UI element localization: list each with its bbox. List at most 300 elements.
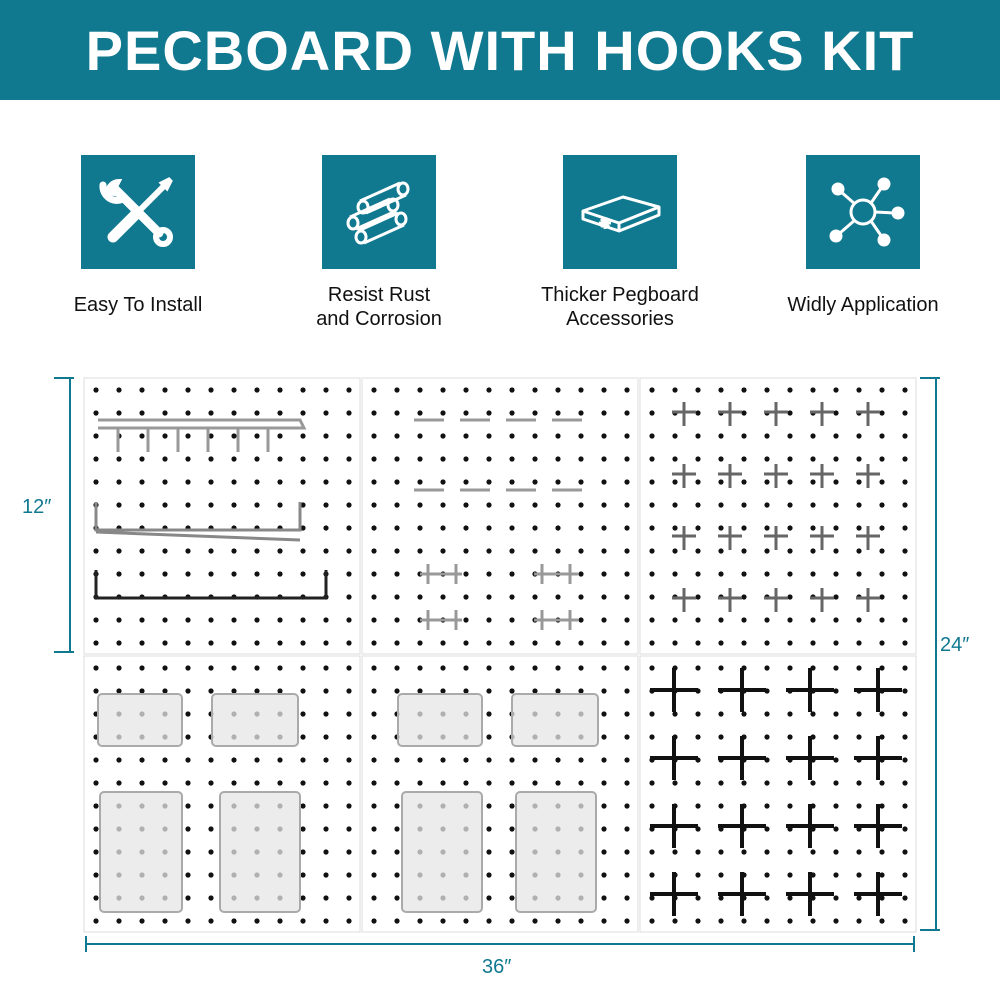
peg-hole <box>277 571 282 576</box>
peg-hole <box>624 895 629 900</box>
peg-hole <box>578 780 583 785</box>
peg-hole <box>624 665 629 670</box>
peg-hole <box>833 688 838 693</box>
peg-hole <box>764 665 769 670</box>
peg-hole <box>578 525 583 530</box>
storage-bin <box>512 694 598 746</box>
peg-hole <box>718 780 723 785</box>
peg-hole <box>810 548 815 553</box>
peg-hole <box>208 872 213 877</box>
peg-hole <box>649 711 654 716</box>
peg-hole <box>741 502 746 507</box>
peg-hole <box>231 433 236 438</box>
peg-hole <box>764 571 769 576</box>
peg-hole <box>578 617 583 622</box>
peg-hole <box>116 665 121 670</box>
peg-hole <box>116 918 121 923</box>
peg-hole <box>578 410 583 415</box>
peg-hole <box>833 571 838 576</box>
peg-hole <box>509 479 514 484</box>
peg-hole <box>323 734 328 739</box>
peg-hole <box>323 688 328 693</box>
peg-hole <box>741 918 746 923</box>
peg-hole <box>601 571 606 576</box>
peg-hole <box>486 826 491 831</box>
peg-hole <box>787 594 792 599</box>
peg-hole <box>231 780 236 785</box>
peg-hole <box>833 433 838 438</box>
peg-hole <box>624 502 629 507</box>
peg-hole <box>856 456 861 461</box>
peg-hole <box>254 548 259 553</box>
peg-hole <box>323 918 328 923</box>
peg-hole <box>440 594 445 599</box>
peg-hole <box>601 456 606 461</box>
peg-hole <box>902 456 907 461</box>
peg-hole <box>300 433 305 438</box>
peg-hole <box>139 780 144 785</box>
peg-hole <box>555 456 560 461</box>
peg-hole <box>231 640 236 645</box>
peg-hole <box>764 803 769 808</box>
peg-hole <box>509 640 514 645</box>
peg-hole <box>787 872 792 877</box>
peg-hole <box>371 688 376 693</box>
peg-hole <box>764 433 769 438</box>
peg-hole <box>231 757 236 762</box>
peg-hole <box>231 548 236 553</box>
peg-hole <box>254 617 259 622</box>
peg-hole <box>764 895 769 900</box>
peg-hole <box>601 387 606 392</box>
peg-hole <box>787 433 792 438</box>
peg-hole <box>649 525 654 530</box>
peg-hole <box>764 734 769 739</box>
peg-hole <box>879 803 884 808</box>
peg-hole <box>93 410 98 415</box>
peg-hole <box>371 918 376 923</box>
peg-hole <box>346 571 351 576</box>
peg-hole <box>463 780 468 785</box>
peg-hole <box>371 617 376 622</box>
peg-hole <box>346 849 351 854</box>
feature-easy-install <box>18 155 258 317</box>
peg-hole <box>93 433 98 438</box>
peg-hole <box>856 665 861 670</box>
peg-hole <box>649 594 654 599</box>
peg-hole <box>695 895 700 900</box>
peg-hole <box>93 826 98 831</box>
peg-hole <box>162 456 167 461</box>
peg-hole <box>208 665 213 670</box>
peg-hole <box>162 548 167 553</box>
peg-hole <box>787 548 792 553</box>
peg-hole <box>139 665 144 670</box>
peg-hole <box>695 640 700 645</box>
peg-hole <box>185 665 190 670</box>
peg-hole <box>649 872 654 877</box>
peg-hole <box>672 456 677 461</box>
peg-hole <box>323 757 328 762</box>
peg-hole <box>833 594 838 599</box>
peg-hole <box>185 895 190 900</box>
peg-hole <box>601 918 606 923</box>
peg-hole <box>394 872 399 877</box>
peg-hole <box>509 826 514 831</box>
peg-hole <box>208 571 213 576</box>
peg-hole <box>231 617 236 622</box>
peg-hole <box>139 548 144 553</box>
peg-hole <box>346 826 351 831</box>
peg-hole <box>300 640 305 645</box>
peg-hole <box>879 456 884 461</box>
peg-hole <box>695 525 700 530</box>
peg-hole <box>833 895 838 900</box>
peg-hole <box>672 433 677 438</box>
peg-hole <box>787 734 792 739</box>
feature-wide-application <box>743 155 983 317</box>
peg-hole <box>93 456 98 461</box>
peg-hole <box>810 433 815 438</box>
peg-hole <box>486 502 491 507</box>
peg-hole <box>162 617 167 622</box>
peg-hole <box>787 640 792 645</box>
peg-hole <box>162 502 167 507</box>
peg-hole <box>764 479 769 484</box>
peg-hole <box>833 826 838 831</box>
peg-hole <box>277 757 282 762</box>
peg-hole <box>417 456 422 461</box>
peg-hole <box>486 479 491 484</box>
peg-hole <box>254 456 259 461</box>
peg-hole <box>463 640 468 645</box>
peg-hole <box>486 617 491 622</box>
peg-hole <box>879 640 884 645</box>
peg-hole <box>300 895 305 900</box>
peg-hole <box>532 594 537 599</box>
peg-hole <box>208 456 213 461</box>
peg-hole <box>371 803 376 808</box>
peg-hole <box>879 525 884 530</box>
peg-hole <box>509 688 514 693</box>
peg-hole <box>532 387 537 392</box>
peg-hole <box>93 872 98 877</box>
peg-hole <box>902 525 907 530</box>
peg-hole <box>463 387 468 392</box>
peg-hole <box>323 803 328 808</box>
peg-hole <box>371 849 376 854</box>
peg-hole <box>417 594 422 599</box>
peg-hole <box>208 780 213 785</box>
peg-hole <box>231 387 236 392</box>
peg-hole <box>371 479 376 484</box>
peg-hole <box>718 665 723 670</box>
peg-hole <box>486 780 491 785</box>
peg-hole <box>417 688 422 693</box>
peg-hole <box>231 456 236 461</box>
peg-hole <box>718 456 723 461</box>
peg-hole <box>346 640 351 645</box>
peg-hole <box>417 665 422 670</box>
peg-hole <box>371 548 376 553</box>
peg-hole <box>833 711 838 716</box>
peg-hole <box>394 665 399 670</box>
peg-hole <box>601 803 606 808</box>
peg-hole <box>231 479 236 484</box>
peg-hole <box>116 571 121 576</box>
peg-hole <box>601 665 606 670</box>
peg-hole <box>185 688 190 693</box>
peg-hole <box>578 502 583 507</box>
peg-hole <box>139 410 144 415</box>
wrench-screwdriver-icon <box>93 167 183 257</box>
peg-hole <box>323 665 328 670</box>
peg-hole <box>879 387 884 392</box>
peg-hole <box>833 502 838 507</box>
peg-hole <box>810 711 815 716</box>
peg-hole <box>856 479 861 484</box>
peg-hole <box>856 895 861 900</box>
peg-hole <box>578 548 583 553</box>
peg-hole <box>254 780 259 785</box>
peg-hole <box>902 479 907 484</box>
peg-hole <box>787 895 792 900</box>
peg-hole <box>695 502 700 507</box>
peg-hole <box>902 688 907 693</box>
peg-hole <box>532 688 537 693</box>
peg-hole <box>856 711 861 716</box>
peg-hole <box>741 617 746 622</box>
peg-hole <box>902 665 907 670</box>
peg-hole <box>323 826 328 831</box>
peg-hole <box>440 479 445 484</box>
peg-hole <box>486 665 491 670</box>
peg-hole <box>463 617 468 622</box>
peg-hole <box>532 479 537 484</box>
peg-hole <box>787 571 792 576</box>
peg-hole <box>162 665 167 670</box>
peg-hole <box>902 780 907 785</box>
peg-hole <box>463 433 468 438</box>
peg-hole <box>346 456 351 461</box>
peg-hole <box>578 757 583 762</box>
storage-bin <box>98 694 182 746</box>
peg-hole <box>116 548 121 553</box>
peg-hole <box>139 617 144 622</box>
peg-hole <box>833 665 838 670</box>
peg-hole <box>741 640 746 645</box>
peg-hole <box>649 803 654 808</box>
pegboard-panel <box>640 656 916 932</box>
peg-hole <box>695 617 700 622</box>
peg-hole <box>601 525 606 530</box>
peg-hole <box>162 918 167 923</box>
peg-hole <box>624 479 629 484</box>
peg-hole <box>833 410 838 415</box>
peg-hole <box>810 479 815 484</box>
peg-hole <box>624 826 629 831</box>
peg-hole <box>116 688 121 693</box>
peg-hole <box>672 617 677 622</box>
peg-hole <box>695 594 700 599</box>
peg-hole <box>277 548 282 553</box>
peg-hole <box>879 895 884 900</box>
peg-hole <box>856 433 861 438</box>
peg-hole <box>185 433 190 438</box>
peg-hole <box>93 757 98 762</box>
peg-hole <box>185 571 190 576</box>
peg-hole <box>277 387 282 392</box>
peg-hole <box>649 780 654 785</box>
peg-hole <box>371 665 376 670</box>
peg-hole <box>649 895 654 900</box>
peg-hole <box>486 757 491 762</box>
peg-hole <box>323 410 328 415</box>
peg-hole <box>902 757 907 762</box>
peg-hole <box>185 456 190 461</box>
peg-hole <box>624 617 629 622</box>
page-title: PECBOARD WITH HOOKS KIT <box>85 18 915 82</box>
peg-hole <box>672 548 677 553</box>
peg-hole <box>394 502 399 507</box>
peg-hole <box>833 387 838 392</box>
peg-hole <box>486 571 491 576</box>
peg-hole <box>185 548 190 553</box>
peg-hole <box>208 548 213 553</box>
peg-hole <box>463 525 468 530</box>
peg-hole <box>185 617 190 622</box>
peg-hole <box>300 387 305 392</box>
peg-hole <box>185 640 190 645</box>
peg-hole <box>486 872 491 877</box>
peg-hole <box>624 387 629 392</box>
peg-hole <box>463 918 468 923</box>
peg-hole <box>902 571 907 576</box>
peg-hole <box>555 410 560 415</box>
peg-hole <box>649 548 654 553</box>
peg-hole <box>139 757 144 762</box>
peg-hole <box>139 502 144 507</box>
peg-hole <box>672 640 677 645</box>
peg-hole <box>555 594 560 599</box>
peg-hole <box>394 757 399 762</box>
peg-hole <box>185 711 190 716</box>
peg-hole <box>879 918 884 923</box>
peg-hole <box>601 734 606 739</box>
peg-hole <box>394 688 399 693</box>
peg-hole <box>486 433 491 438</box>
peg-hole <box>93 849 98 854</box>
peg-hole <box>649 918 654 923</box>
peg-hole <box>277 665 282 670</box>
peg-hole <box>300 757 305 762</box>
peg-hole <box>346 665 351 670</box>
peg-hole <box>162 387 167 392</box>
peg-hole <box>93 688 98 693</box>
peg-hole <box>833 734 838 739</box>
peg-hole <box>833 780 838 785</box>
peg-hole <box>741 711 746 716</box>
peg-hole <box>394 571 399 576</box>
peg-hole <box>695 665 700 670</box>
peg-hole <box>162 433 167 438</box>
peg-hole <box>323 780 328 785</box>
peg-hole <box>833 872 838 877</box>
peg-hole <box>346 617 351 622</box>
peg-hole <box>856 548 861 553</box>
peg-hole <box>555 479 560 484</box>
peg-hole <box>208 757 213 762</box>
peg-hole <box>624 872 629 877</box>
peg-hole <box>902 640 907 645</box>
peg-hole <box>902 918 907 923</box>
peg-hole <box>787 711 792 716</box>
peg-hole <box>371 433 376 438</box>
peg-hole <box>856 617 861 622</box>
feature-rust-resist <box>259 155 499 331</box>
peg-hole <box>718 734 723 739</box>
peg-hole <box>902 617 907 622</box>
peg-hole <box>323 387 328 392</box>
peg-hole <box>578 688 583 693</box>
peg-hole <box>486 734 491 739</box>
peg-hole <box>787 780 792 785</box>
peg-hole <box>208 387 213 392</box>
peg-hole <box>300 479 305 484</box>
peg-hole <box>231 410 236 415</box>
peg-hole <box>695 872 700 877</box>
peg-hole <box>879 548 884 553</box>
peg-hole <box>254 918 259 923</box>
peg-hole <box>509 757 514 762</box>
peg-hole <box>417 502 422 507</box>
peg-hole <box>856 872 861 877</box>
peg-hole <box>300 617 305 622</box>
peg-hole <box>578 387 583 392</box>
peg-hole <box>741 571 746 576</box>
peg-hole <box>879 711 884 716</box>
peg-hole <box>787 617 792 622</box>
dimension-total-height: 24″ <box>940 634 970 656</box>
peg-hole <box>440 640 445 645</box>
peg-hole <box>902 387 907 392</box>
peg-hole <box>624 433 629 438</box>
peg-hole <box>277 433 282 438</box>
peg-hole <box>509 525 514 530</box>
peg-hole <box>346 780 351 785</box>
peg-hole <box>695 433 700 438</box>
peg-hole <box>440 433 445 438</box>
peg-hole <box>879 617 884 622</box>
peg-hole <box>440 665 445 670</box>
peg-hole <box>764 640 769 645</box>
peg-hole <box>254 665 259 670</box>
peg-hole <box>208 479 213 484</box>
peg-hole <box>116 502 121 507</box>
peg-hole <box>440 525 445 530</box>
peg-hole <box>394 456 399 461</box>
peg-hole <box>346 734 351 739</box>
peg-hole <box>718 387 723 392</box>
peg-hole <box>624 803 629 808</box>
peg-hole <box>764 387 769 392</box>
peg-hole <box>323 548 328 553</box>
peg-hole <box>624 688 629 693</box>
peg-hole <box>555 780 560 785</box>
peg-hole <box>371 734 376 739</box>
peg-hole <box>371 502 376 507</box>
peg-hole <box>185 757 190 762</box>
